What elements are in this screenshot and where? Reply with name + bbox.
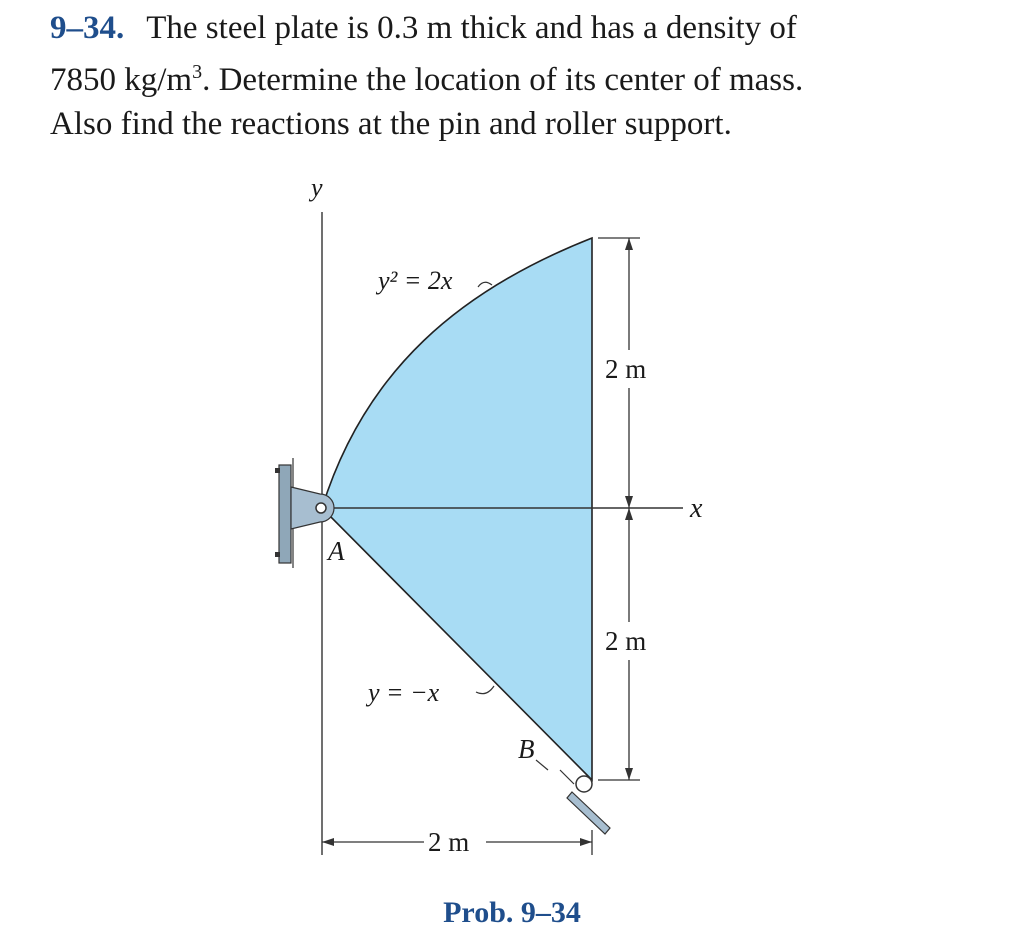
dim-width-label: 2 m (428, 827, 470, 857)
steel-plate (322, 238, 592, 780)
roller-surface (567, 792, 610, 834)
problem-line-2-text: . Determine the location of its center of mass. (202, 62, 804, 98)
density-value: 7850 kg/m (50, 62, 193, 98)
point-a-label: A (328, 536, 345, 566)
problem-number: 9–34. (50, 10, 125, 46)
x-axis-label: x (690, 493, 703, 524)
curve-bottom-label: y = −x (368, 678, 440, 707)
roller (576, 776, 592, 792)
y-axis-label: y (311, 173, 323, 202)
problem-line-3: Also find the reactions at the pin and roller support. (50, 106, 732, 142)
caption-text: Prob. 9–34 (443, 896, 581, 929)
problem-caption (0, 896, 1024, 930)
density-exponent: 3 (192, 61, 203, 83)
dim-lower-label: 2 m (605, 626, 647, 656)
problem-line-1-text: The steel plate is 0.3 m thick and has a density of (146, 10, 797, 46)
point-b-label: B (518, 734, 535, 764)
wall-plate (279, 465, 291, 563)
dim-upper-label: 2 m (605, 354, 647, 384)
curve-top-label: y² = 2x (378, 266, 453, 295)
pin-support (275, 458, 334, 568)
pin-a (316, 503, 326, 513)
vertical-dimension (598, 238, 640, 780)
